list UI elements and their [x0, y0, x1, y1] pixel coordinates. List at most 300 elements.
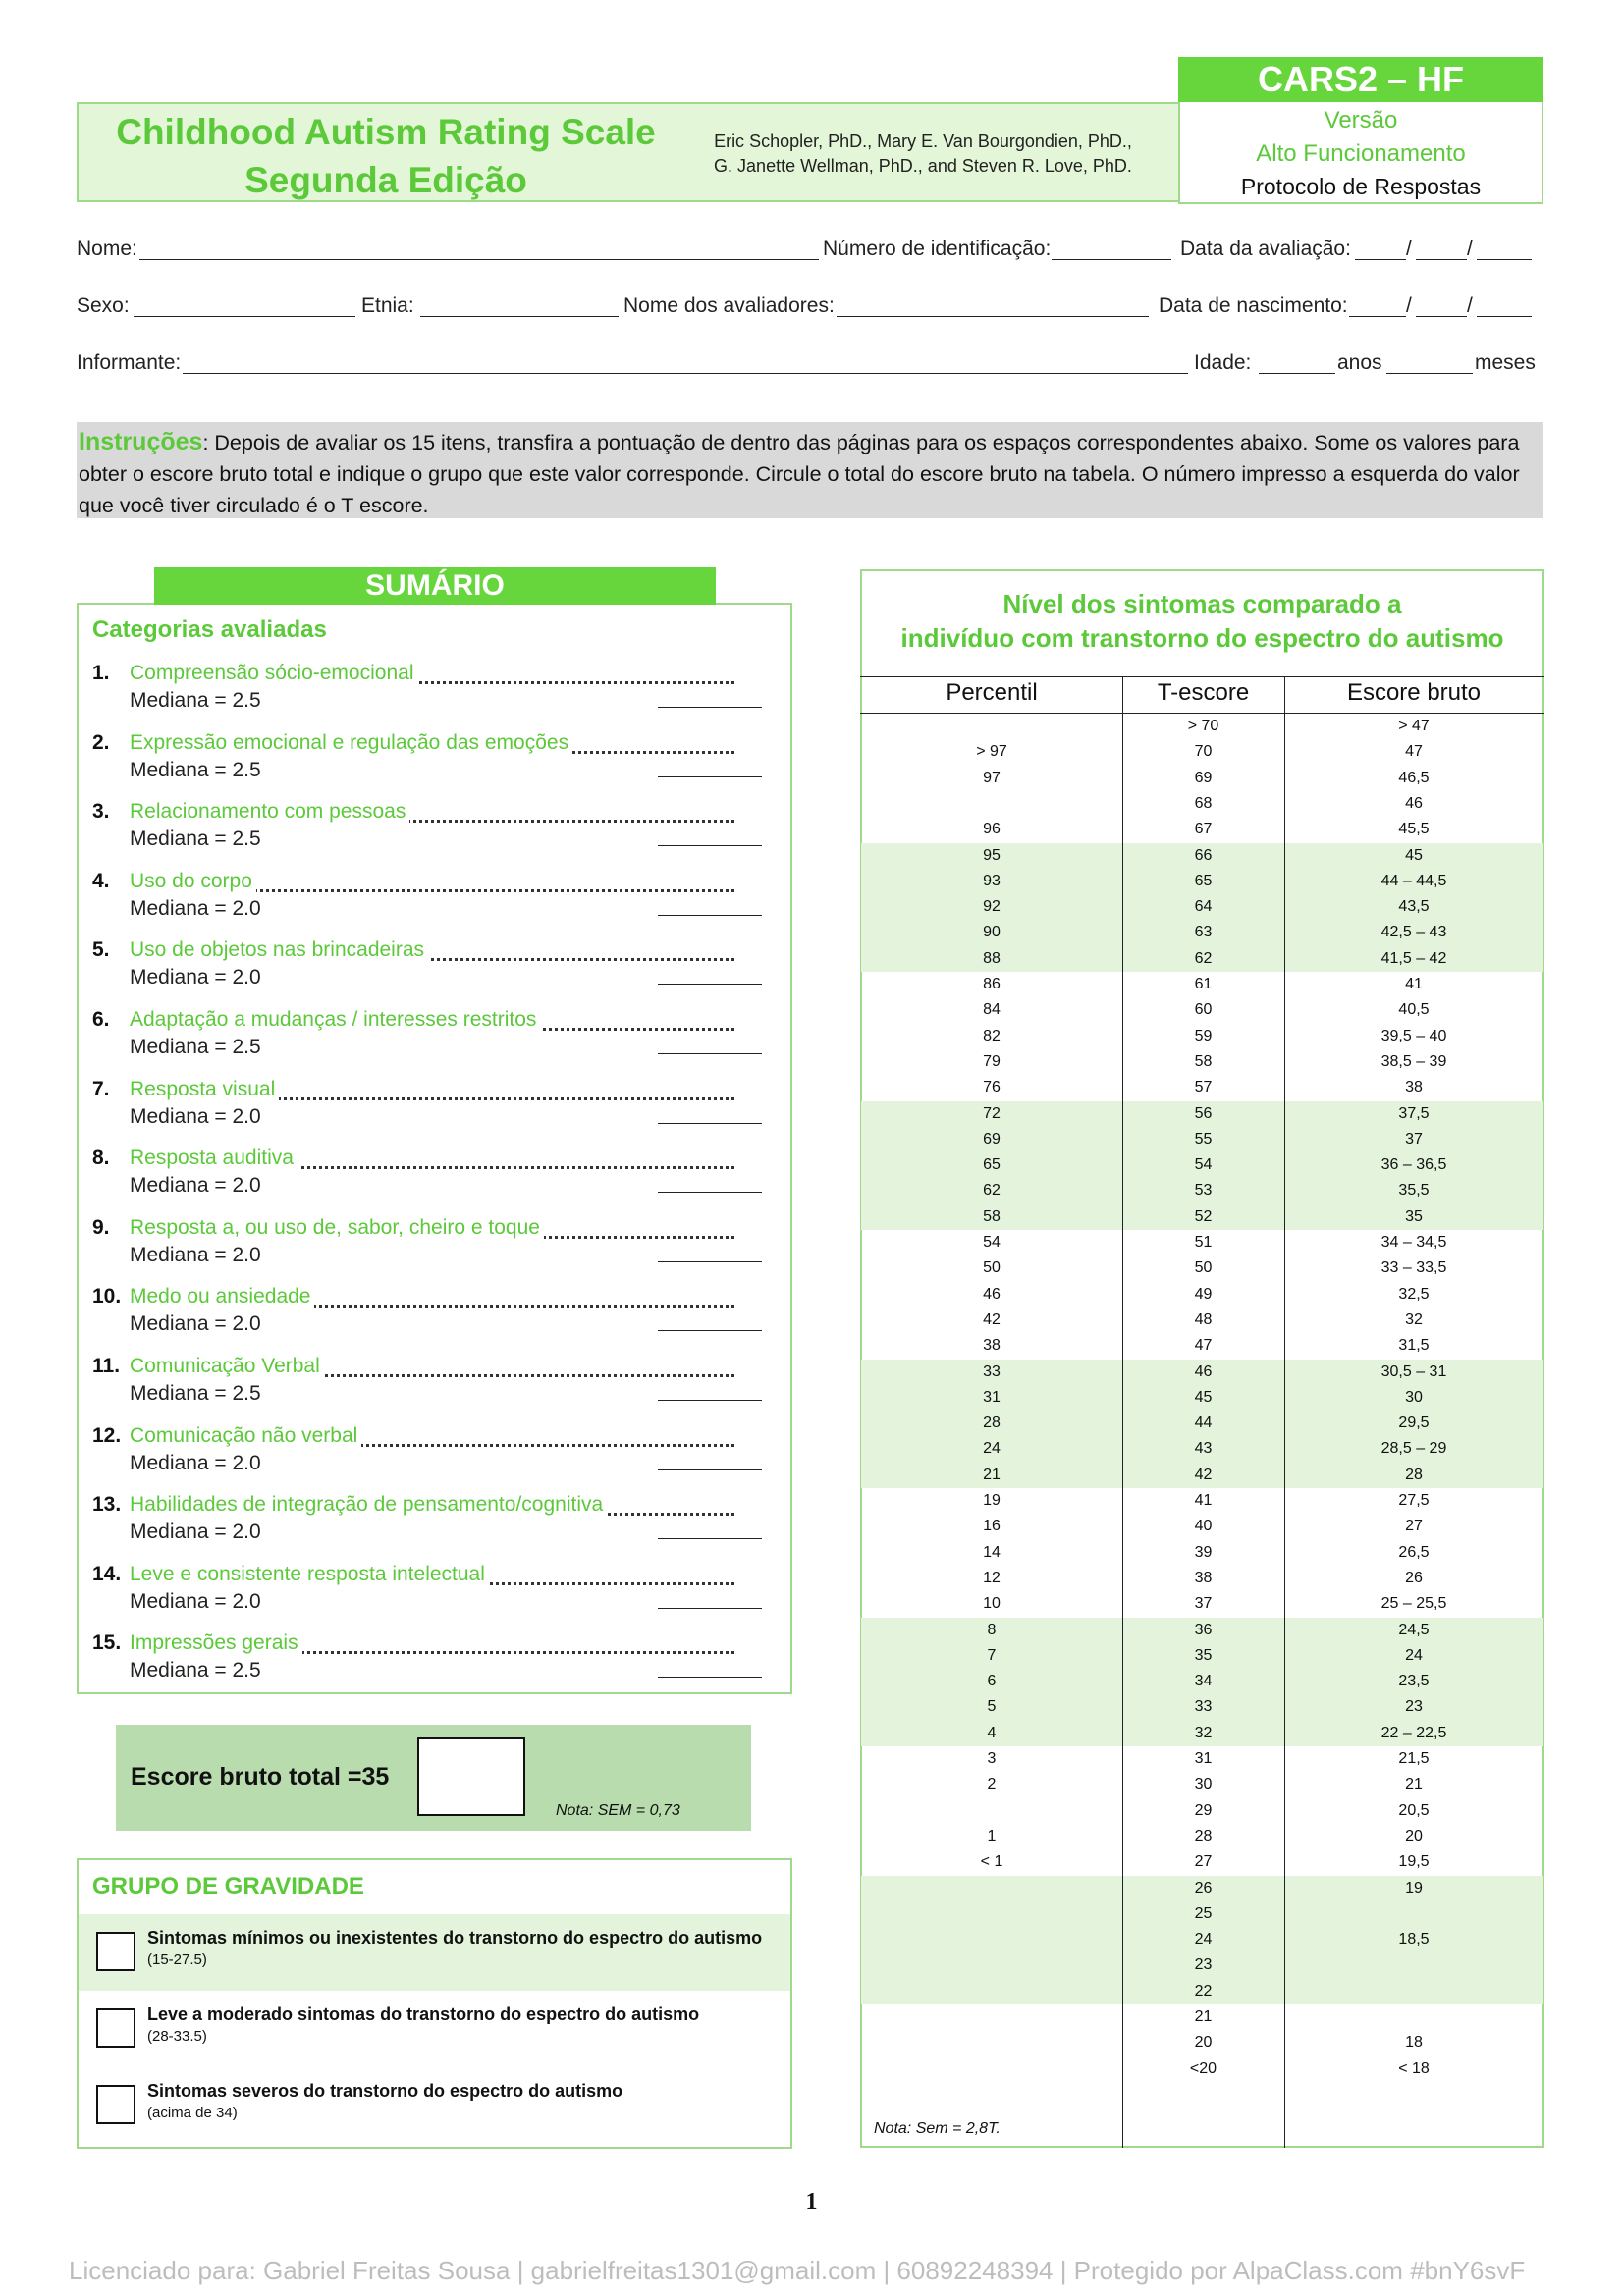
table-row	[861, 1308, 1543, 1333]
item-score-field[interactable]	[658, 915, 762, 916]
category-item	[92, 1008, 780, 1077]
item-name-text: Medo ou ansiedade	[130, 1285, 314, 1308]
eval-date-year-field[interactable]	[1477, 259, 1532, 260]
table-row	[861, 843, 1543, 869]
item-score-field[interactable]	[658, 1469, 762, 1470]
percentile-cell: 54	[983, 1234, 1001, 1251]
raw-score-cell: 46,5	[1398, 769, 1430, 786]
t-score-cell: 43	[1194, 1440, 1213, 1458]
table-header-top-rule	[860, 676, 1544, 677]
item-score-field[interactable]	[658, 984, 762, 985]
item-name	[130, 1216, 734, 1240]
evaluators-field[interactable]	[837, 316, 1149, 317]
item-name-text: Comunicação não verbal	[130, 1424, 361, 1447]
item-name-text: Expressão emocional e regulação das emoções	[130, 731, 572, 754]
t-score-cell: 29	[1194, 1801, 1213, 1819]
item-name-text: Habilidades de integração de pensamento/cognitiva	[130, 1493, 607, 1516]
table-row	[861, 1411, 1543, 1436]
t-score-cell: 22	[1194, 1982, 1213, 2000]
raw-score-cell: 40,5	[1398, 1001, 1430, 1019]
raw-score-cell: 38	[1405, 1079, 1423, 1096]
table-row	[861, 869, 1543, 894]
table-row	[861, 1721, 1543, 1746]
percentile-cell: 50	[983, 1259, 1001, 1277]
table-row	[861, 1798, 1543, 1824]
table-row	[861, 1049, 1543, 1075]
authors-line-2: G. Janette Wellman, PhD., and Steven R. Love, PhD.	[714, 156, 1132, 176]
t-score-cell: 23	[1194, 1956, 1213, 1974]
item-name-text: Uso do corpo	[130, 870, 256, 892]
table-row	[861, 1127, 1543, 1152]
item-median: Mediana = 2.5	[130, 758, 261, 781]
t-score-cell: 45	[1194, 1388, 1213, 1406]
t-score-cell: 47	[1194, 1337, 1213, 1355]
date-separator: /	[1406, 238, 1412, 260]
table-row	[861, 1101, 1543, 1127]
item-score-field[interactable]	[658, 1123, 762, 1124]
table-row	[861, 1746, 1543, 1772]
table-row	[861, 1204, 1543, 1230]
page-number: 1	[805, 2189, 818, 2215]
item-median: Mediana = 2.0	[130, 1104, 261, 1128]
table-title-line-1: Nível dos sintomas comparado a	[1002, 589, 1402, 618]
percentile-cell: 96	[983, 821, 1001, 838]
instructions-text: : Depois de avaliar os 15 itens, transfira a pontuação de dentro das páginas para os espaços correspondentes abaixo. Some os valores para obter o escore bruto total e indique o grupo que este valor corresponde. Circule o total do escore bruto na tabela. O número impresso a esquerda do valor que você tiver circulado é o T escore.	[79, 431, 1520, 517]
table-row	[861, 714, 1543, 739]
sex-field[interactable]	[134, 316, 355, 317]
percentile-cell: 14	[983, 1543, 1001, 1561]
id-label: Número de identificação:	[823, 238, 1052, 260]
item-number: 1.	[92, 662, 110, 684]
sex-label: Sexo:	[77, 294, 130, 317]
t-score-cell: 39	[1194, 1543, 1213, 1561]
category-item	[92, 1078, 780, 1147]
t-score-cell: 60	[1194, 1001, 1213, 1019]
raw-score-cell: 26	[1405, 1569, 1423, 1586]
raw-score-cell: 35,5	[1398, 1182, 1430, 1200]
severity-range: (28-33.5)	[147, 2028, 207, 2045]
item-number: 10.	[92, 1285, 122, 1308]
name-label: Nome:	[77, 238, 137, 260]
raw-score-cell: 41,5 – 42	[1380, 949, 1447, 967]
table-row	[861, 1901, 1543, 1927]
t-score-cell: 58	[1194, 1052, 1213, 1070]
table-row	[861, 1694, 1543, 1720]
t-score-cell: 26	[1194, 1879, 1213, 1896]
t-score-cell: 68	[1194, 794, 1213, 812]
percentile-cell: 10	[983, 1595, 1001, 1613]
t-score-cell: 62	[1194, 949, 1213, 967]
severity-group-option	[79, 1914, 790, 1991]
t-score-cell: 21	[1194, 2008, 1213, 2025]
percentile-cell: 5	[987, 1698, 997, 1716]
item-name	[130, 1147, 734, 1170]
raw-score-cell: 28	[1405, 1466, 1423, 1483]
item-score-field[interactable]	[658, 1192, 762, 1193]
table-row	[861, 1488, 1543, 1514]
table-row	[861, 1643, 1543, 1669]
table-row	[861, 1849, 1543, 1875]
percentile-cell: 8	[987, 1621, 997, 1638]
item-number: 8.	[92, 1147, 110, 1170]
category-item	[92, 1285, 780, 1354]
birth-date-month-field[interactable]	[1416, 316, 1467, 317]
name-field[interactable]	[139, 259, 819, 260]
total-score-label: Escore bruto total =35	[131, 1763, 390, 1790]
raw-score-cell: 20,5	[1398, 1801, 1430, 1819]
table-row	[861, 1669, 1543, 1694]
item-number: 5.	[92, 938, 110, 962]
item-name	[130, 800, 734, 824]
protocol-label: Protocolo de Respostas	[1240, 174, 1482, 199]
percentile-cell: 7	[987, 1646, 997, 1664]
percentile-cell: 84	[983, 1001, 1001, 1019]
item-score-field[interactable]	[658, 1608, 762, 1609]
header-raw-score: Escore bruto	[1346, 679, 1482, 706]
percentile-cell: 93	[983, 872, 1001, 889]
percentile-cell: 90	[983, 924, 1001, 941]
t-score-cell: 51	[1194, 1234, 1213, 1251]
t-score-cell: 63	[1194, 924, 1213, 941]
percentile-cell: 19	[983, 1492, 1001, 1509]
raw-score-cell: 23	[1405, 1698, 1423, 1716]
t-score-cell: 50	[1194, 1259, 1213, 1277]
item-name-text: Comunicação Verbal	[130, 1355, 324, 1377]
eval-date-day-field[interactable]	[1355, 259, 1406, 260]
table-row	[861, 1178, 1543, 1203]
raw-score-cell: 19,5	[1398, 1853, 1430, 1871]
t-score-cell: 40	[1194, 1518, 1213, 1535]
table-row	[861, 766, 1543, 791]
table-row	[861, 972, 1543, 997]
raw-score-cell: 19	[1405, 1879, 1423, 1896]
raw-score-cell: 33 – 33,5	[1380, 1259, 1447, 1277]
table-row	[861, 1772, 1543, 1797]
severity-checkbox[interactable]	[96, 2008, 135, 2048]
age-months-field[interactable]	[1386, 373, 1473, 374]
category-item	[92, 800, 780, 869]
item-score-field[interactable]	[658, 1261, 762, 1262]
severity-label: Sintomas severos do transtorno do espectro do autismo	[147, 2081, 623, 2101]
t-score-cell: 20	[1194, 2034, 1213, 2052]
severity-label: Leve a moderado sintomas do transtorno do espectro do autismo	[147, 2004, 700, 2024]
version-label: Versão	[1324, 107, 1398, 133]
item-number: 11.	[92, 1355, 121, 1377]
t-score-cell: 66	[1194, 846, 1213, 864]
header-percentile: Percentil	[946, 679, 1038, 706]
t-score-cell: 53	[1194, 1182, 1213, 1200]
raw-score-cell: 22 – 22,5	[1380, 1724, 1447, 1741]
birth-date-year-field[interactable]	[1477, 316, 1532, 317]
item-name	[130, 870, 734, 893]
evaluators-label: Nome dos avaliadores:	[623, 294, 835, 317]
t-score-cell: 54	[1194, 1156, 1213, 1174]
t-score-cell: 65	[1194, 872, 1213, 889]
item-score-field[interactable]	[658, 776, 762, 777]
instructions	[77, 422, 1543, 518]
date-separator: /	[1467, 238, 1473, 260]
t-score-cell: 35	[1194, 1646, 1213, 1664]
category-item	[92, 1493, 780, 1562]
raw-score-cell: 38,5 – 39	[1380, 1052, 1447, 1070]
t-score-cell: 56	[1194, 1104, 1213, 1122]
raw-score-cell: 30	[1405, 1388, 1423, 1406]
item-name	[130, 1285, 734, 1308]
item-median: Mediana = 2.0	[130, 1589, 261, 1613]
months-label: meses	[1475, 351, 1536, 374]
table-row	[861, 817, 1543, 842]
categories-title: Categorias avaliadas	[92, 616, 327, 643]
raw-score-cell: 31,5	[1398, 1337, 1430, 1355]
raw-score-cell: 32	[1405, 1310, 1423, 1328]
severity-range: (15-27.5)	[147, 1951, 207, 1968]
item-median: Mediana = 2.5	[130, 828, 261, 851]
t-score-cell: 49	[1194, 1285, 1213, 1303]
table-row	[861, 1514, 1543, 1539]
id-field[interactable]	[1052, 259, 1171, 260]
table-row	[861, 2004, 1543, 2030]
percentile-cell: 2	[987, 1776, 997, 1793]
table-row	[861, 920, 1543, 945]
percentile-cell: 46	[983, 1285, 1001, 1303]
t-score-cell: 36	[1194, 1621, 1213, 1638]
t-score-cell: 52	[1194, 1207, 1213, 1225]
severity-checkbox[interactable]	[96, 1932, 135, 1971]
percentile-cell: 1	[987, 1827, 997, 1844]
category-item	[92, 1147, 780, 1215]
t-score-cell: 55	[1194, 1130, 1213, 1148]
table-row	[861, 894, 1543, 920]
table-row	[861, 1024, 1543, 1049]
t-score-cell: 25	[1194, 1904, 1213, 1922]
item-name	[130, 1008, 734, 1032]
item-number: 7.	[92, 1077, 110, 1100]
table-row	[861, 946, 1543, 972]
item-name	[130, 1563, 734, 1586]
raw-score-cell: 32,5	[1398, 1285, 1430, 1303]
t-score-cell: 31	[1194, 1750, 1213, 1767]
t-score-cell: 44	[1194, 1415, 1213, 1432]
item-number: 15.	[92, 1631, 122, 1655]
item-score-field[interactable]	[658, 1677, 762, 1678]
age-label: Idade:	[1194, 351, 1252, 374]
table-note: Nota: Sem = 2,8T.	[874, 2120, 1001, 2137]
header-t-score: T-escore	[1157, 679, 1250, 706]
raw-score-cell: 36 – 36,5	[1380, 1156, 1447, 1174]
table-row	[861, 1952, 1543, 1978]
age-years-field[interactable]	[1259, 373, 1335, 374]
t-score-cell: > 70	[1187, 718, 1219, 734]
percentile-cell: 16	[983, 1518, 1001, 1535]
item-number: 14.	[92, 1562, 122, 1585]
table-row	[861, 1230, 1543, 1255]
category-item	[92, 870, 780, 938]
item-median: Mediana = 2.0	[130, 1312, 261, 1336]
percentile-cell: 3	[987, 1750, 997, 1767]
table-row	[861, 739, 1543, 765]
item-name	[130, 938, 734, 962]
table-row	[861, 1566, 1543, 1591]
table-row	[861, 1333, 1543, 1359]
item-name-text: Uso de objetos nas brincadeiras	[130, 938, 428, 961]
birth-date-day-field[interactable]	[1349, 316, 1406, 317]
item-number: 4.	[92, 869, 110, 892]
item-name-text: Impressões gerais	[130, 1631, 302, 1654]
instructions-label: Instruções	[79, 428, 203, 455]
raw-score-cell: 27,5	[1398, 1492, 1430, 1509]
raw-score-cell: < 18	[1398, 2059, 1430, 2077]
raw-score-cell: 35	[1405, 1207, 1423, 1225]
item-median: Mediana = 2.5	[130, 689, 261, 712]
raw-score-cell: 25 – 25,5	[1380, 1595, 1447, 1613]
item-number: 12.	[92, 1423, 122, 1447]
percentile-cell: 72	[983, 1104, 1001, 1122]
t-score-cell: 59	[1194, 1027, 1213, 1044]
eval-date-month-field[interactable]	[1416, 259, 1467, 260]
t-score-cell: 37	[1194, 1595, 1213, 1613]
table-row	[861, 1436, 1543, 1462]
item-name	[130, 1631, 734, 1655]
t-score-cell: 32	[1194, 1724, 1213, 1741]
item-number: 9.	[92, 1215, 110, 1239]
category-item	[92, 1631, 780, 1700]
table-row	[861, 1282, 1543, 1308]
raw-score-cell: 21,5	[1398, 1750, 1430, 1767]
category-item	[92, 1355, 780, 1423]
category-item	[92, 1563, 780, 1631]
item-number: 6.	[92, 1008, 110, 1031]
percentile-cell: 24	[983, 1440, 1001, 1458]
percentile-cell: 82	[983, 1027, 1001, 1044]
raw-score-cell: 45,5	[1398, 821, 1430, 838]
category-item	[92, 938, 780, 1007]
table-row	[861, 1876, 1543, 1901]
table-row	[861, 2030, 1543, 2056]
ethnicity-field[interactable]	[420, 316, 619, 317]
table-row	[861, 997, 1543, 1023]
item-number: 3.	[92, 800, 110, 824]
item-score-field[interactable]	[658, 845, 762, 846]
item-score-field[interactable]	[658, 1053, 762, 1054]
item-name	[130, 1493, 734, 1517]
percentile-cell: 88	[983, 949, 1001, 967]
category-item	[92, 731, 780, 800]
item-score-field[interactable]	[658, 1538, 762, 1539]
item-median: Mediana = 2.5	[130, 1382, 261, 1405]
informant-label: Informante:	[77, 351, 182, 374]
t-score-cell: 64	[1194, 898, 1213, 916]
raw-score-cell: 24,5	[1398, 1621, 1430, 1638]
total-score-input[interactable]	[417, 1737, 525, 1816]
item-name-text: Resposta visual	[130, 1078, 279, 1100]
raw-score-cell: 45	[1405, 846, 1423, 864]
eval-date-label: Data da avaliação:	[1180, 238, 1351, 260]
total-score-note: Nota: SEM = 0,73	[556, 1802, 680, 1819]
item-median: Mediana = 2.5	[130, 1659, 261, 1682]
percentile-cell: 42	[983, 1310, 1001, 1328]
table-row	[861, 1360, 1543, 1385]
percentile-cell: 58	[983, 1207, 1001, 1225]
table-row	[861, 1618, 1543, 1643]
table-row	[861, 1075, 1543, 1100]
percentile-cell: 62	[983, 1182, 1001, 1200]
category-item	[92, 1216, 780, 1285]
item-score-field[interactable]	[658, 1330, 762, 1331]
item-median: Mediana = 2.0	[130, 1243, 261, 1266]
raw-score-cell: 43,5	[1398, 898, 1430, 916]
table-row	[861, 2056, 1543, 2082]
form-title	[77, 108, 695, 204]
t-score-cell: 33	[1194, 1698, 1213, 1716]
percentile-cell: 4	[987, 1724, 997, 1741]
raw-score-cell: 18	[1405, 2034, 1423, 2052]
t-score-cell: 57	[1194, 1079, 1213, 1096]
severity-label: Sintomas mínimos ou inexistentes do transtorno do espectro do autismo	[147, 1928, 763, 1948]
t-score-cell: 67	[1194, 821, 1213, 838]
authors	[687, 130, 1159, 179]
item-number: 13.	[92, 1493, 122, 1517]
percentile-cell: 97	[983, 769, 1001, 786]
ethnicity-label: Etnia:	[361, 294, 414, 317]
table-row	[861, 791, 1543, 817]
table-row	[861, 1540, 1543, 1566]
percentile-cell: 95	[983, 846, 1001, 864]
table-row	[861, 1152, 1543, 1178]
t-score-cell: 69	[1194, 769, 1213, 786]
item-name-text: Resposta auditiva	[130, 1147, 298, 1169]
severity-checkbox[interactable]	[96, 2085, 135, 2124]
percentile-cell: 21	[983, 1466, 1001, 1483]
raw-score-cell: 34 – 34,5	[1380, 1234, 1447, 1251]
percentile-cell: 65	[983, 1156, 1001, 1174]
t-score-cell: 48	[1194, 1310, 1213, 1328]
item-median: Mediana = 2.0	[130, 896, 261, 920]
t-score-cell: 28	[1194, 1827, 1213, 1844]
date-separator: /	[1467, 294, 1473, 317]
table-row	[861, 1385, 1543, 1411]
raw-score-cell: 37,5	[1398, 1104, 1430, 1122]
item-score-field[interactable]	[658, 707, 762, 708]
years-label: anos	[1337, 351, 1382, 374]
t-score-cell: 41	[1194, 1492, 1213, 1509]
table-row	[861, 1463, 1543, 1488]
raw-score-cell: 39,5 – 40	[1380, 1027, 1447, 1044]
raw-score-cell: 47	[1405, 743, 1423, 761]
raw-score-cell: 44 – 44,5	[1380, 872, 1447, 889]
item-score-field[interactable]	[658, 1400, 762, 1401]
percentile-cell: 69	[983, 1130, 1001, 1148]
category-item	[92, 662, 780, 730]
authors-line-1: Eric Schopler, PhD., Mary E. Van Bourgondien, PhD.,	[714, 132, 1132, 151]
item-name-text: Relacionamento com pessoas	[130, 800, 409, 823]
birth-date-label: Data de nascimento:	[1159, 294, 1348, 317]
item-median: Mediana = 2.5	[130, 1036, 261, 1058]
table-row	[861, 1979, 1543, 2004]
date-separator: /	[1406, 294, 1412, 317]
t-score-cell: 42	[1194, 1466, 1213, 1483]
raw-score-cell: 26,5	[1398, 1543, 1430, 1561]
raw-score-cell: 28,5 – 29	[1380, 1440, 1447, 1458]
table-row	[861, 1927, 1543, 1952]
percentile-cell: 86	[983, 976, 1001, 992]
informant-field[interactable]	[183, 373, 1188, 374]
percentile-cell: < 1	[980, 1853, 1003, 1871]
percentile-cell: 31	[983, 1388, 1001, 1406]
item-median: Mediana = 2.0	[130, 1174, 261, 1198]
percentile-cell: 38	[983, 1337, 1001, 1355]
title-line-1: Childhood Autism Rating Scale	[116, 112, 656, 152]
t-score-cell: 27	[1194, 1853, 1213, 1871]
